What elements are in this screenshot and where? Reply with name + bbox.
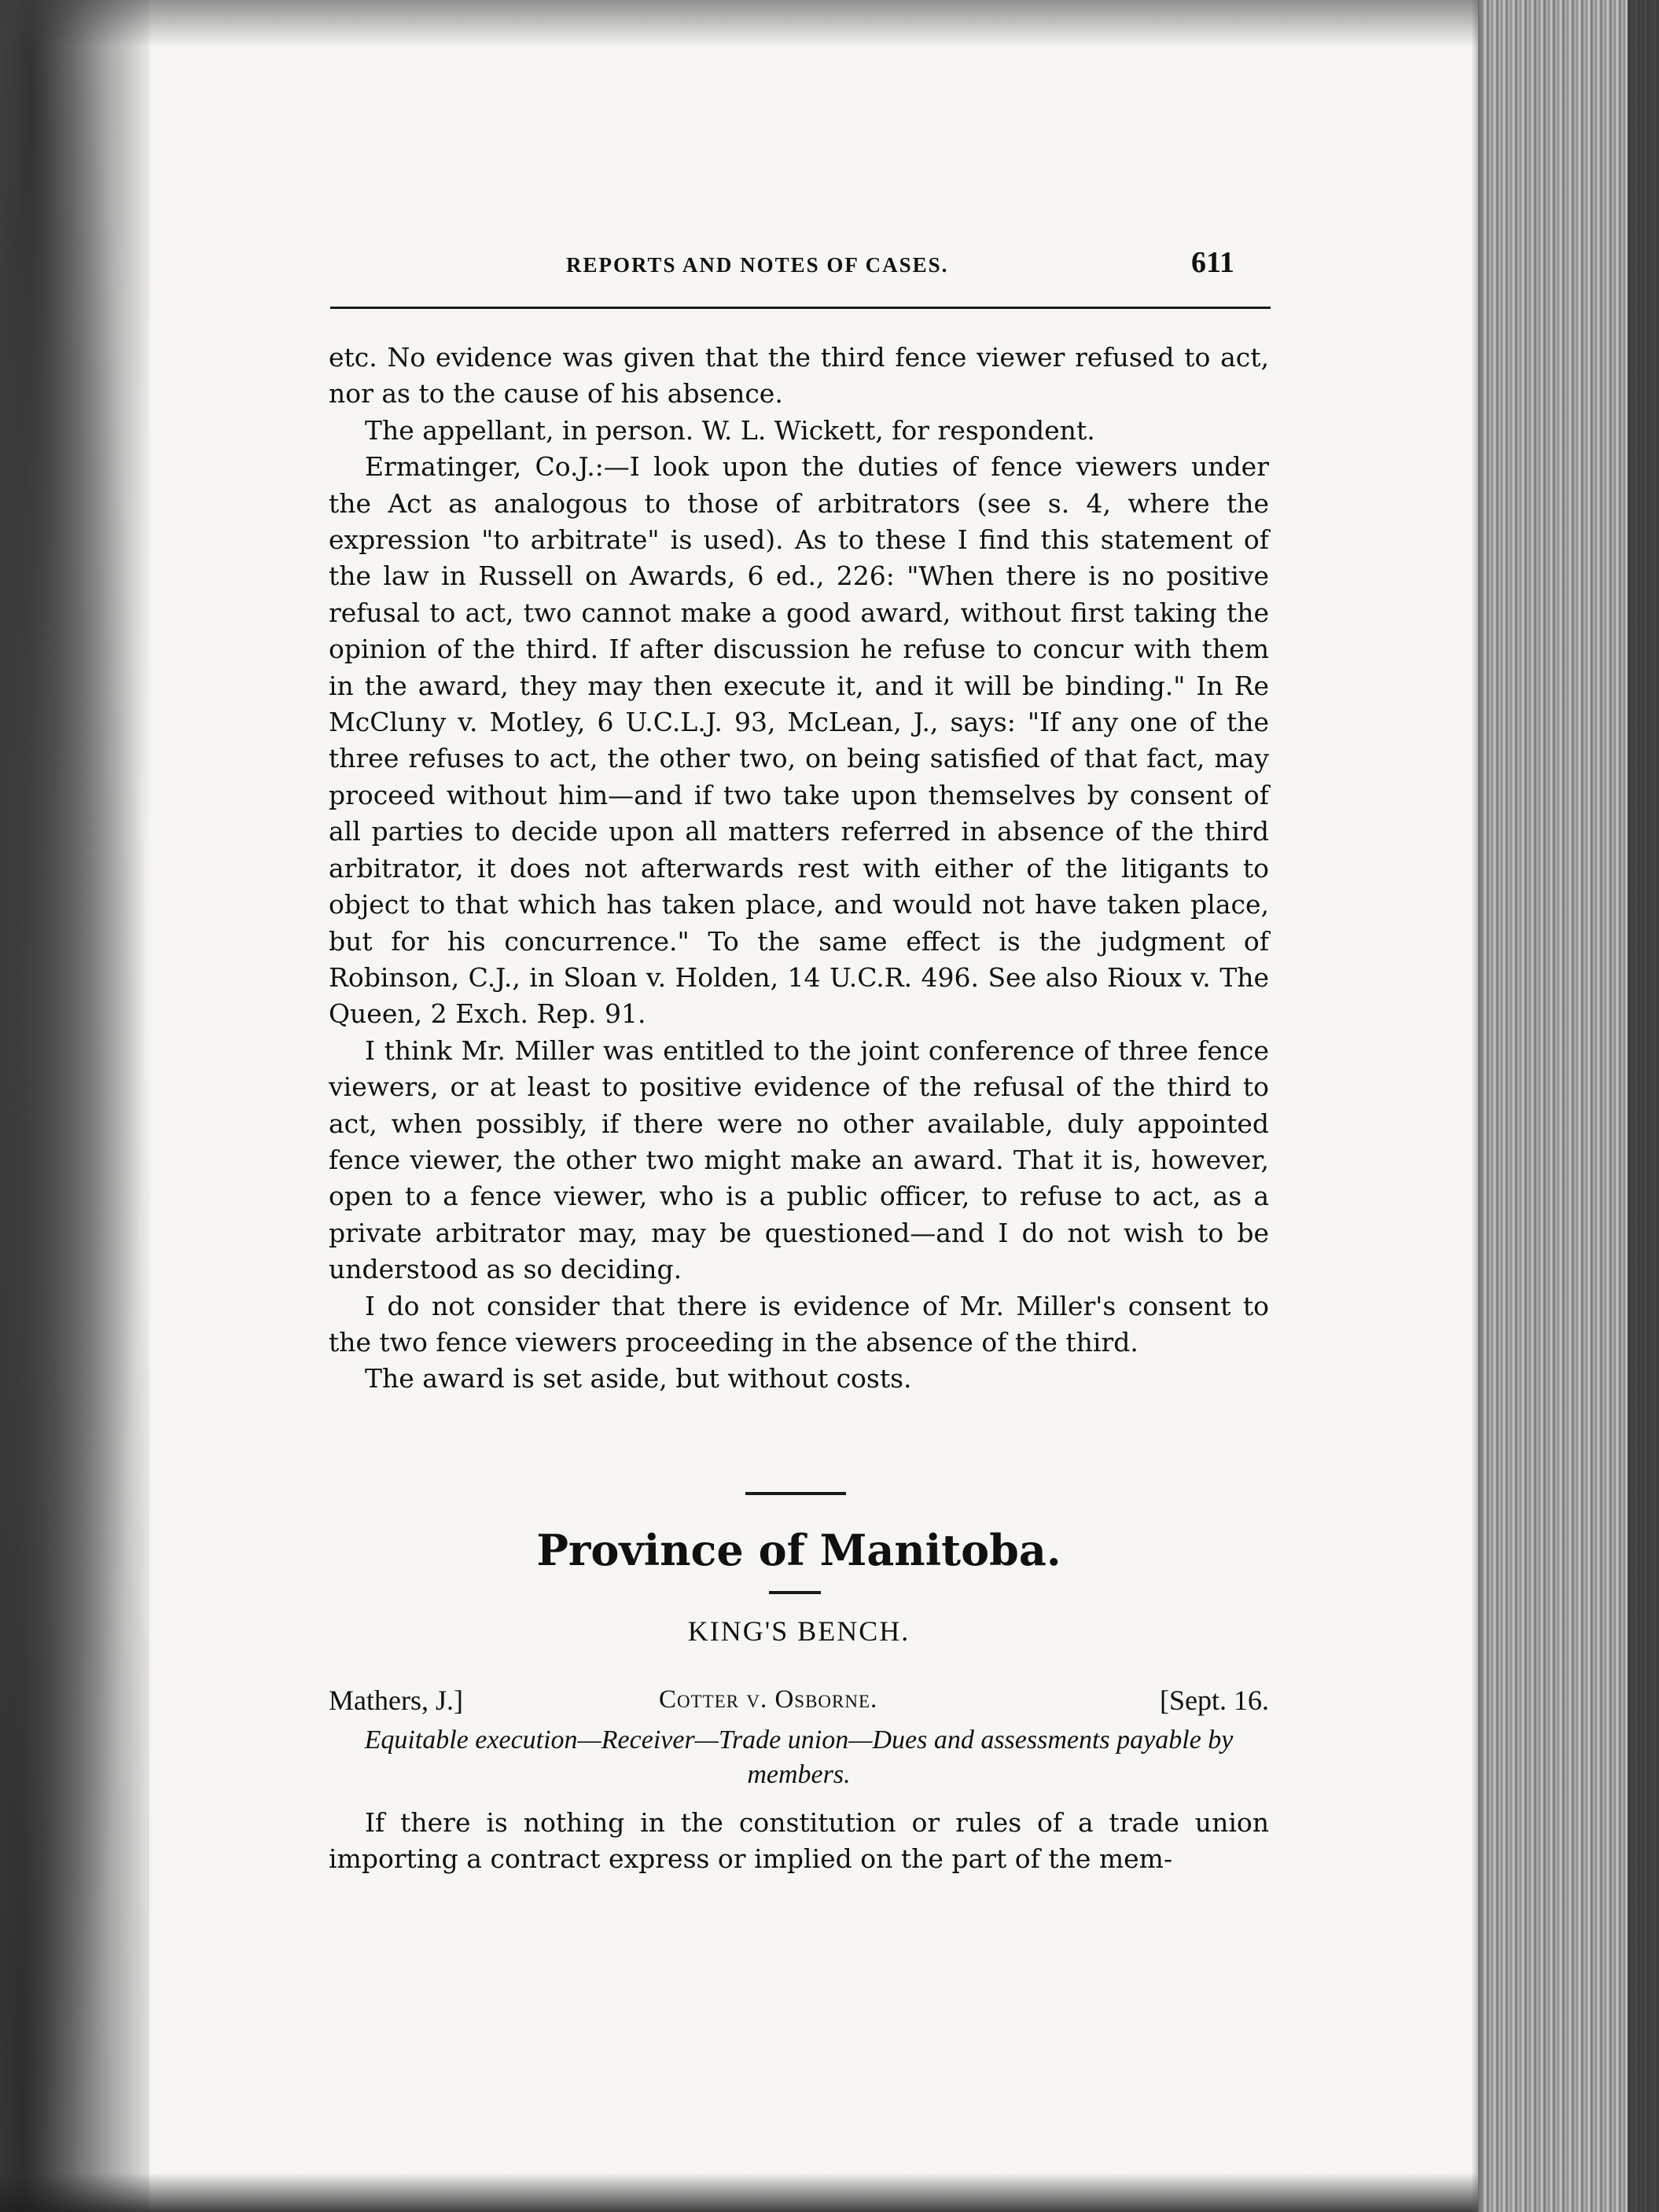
province-title: Province of Manitoba.	[536, 1525, 1061, 1575]
scan-edge-right	[1471, 0, 1482, 2212]
paragraph: If there is nothing in the constitution or rules of a trade union importing a contract express or implied on the part of the mem-	[329, 1807, 1269, 1875]
scan-shadow-bottom	[0, 2173, 1659, 2212]
page-number: 611	[1191, 246, 1234, 279]
paragraph: I do not consider that there is evidence of Mr. Miller's consent to the two fence viewers proceeding in the absence of the third.	[329, 1290, 1269, 1358]
case-date: [Sept. 16.	[1160, 1685, 1269, 1716]
final-paragraph-block	[329, 1805, 1269, 1878]
paragraph: The award is set aside, but without costs.	[365, 1363, 912, 1394]
court-name: KING'S BENCH.	[687, 1615, 910, 1647]
header-rule	[330, 307, 1271, 309]
case-judge: Mathers, J.]	[329, 1685, 463, 1716]
paragraph: Ermatinger, Co.J.:—I look upon the duties of fence viewers under the Act as analogous to those of arbitrators (see s. 4, where the expression "to arbitrate" is used). As to these I find this statement of the law in Russell on Awards, 6 ed., 226: "When there is no positive refusal to act, two cannot make a good award, without first taking the opinion of the third. If after discussion he refuse to concur with them in the award, they may then execute it, and it will be binding." In Re McCluny v. Motley, 6 U.C.L.J. 93, McLean, J., says: "If any one of the three refuses to act, the other two, on being satisfied of that fact, may proceed without him—and if two take upon themselves by consent of all parties to decide upon all matters referred in absence of the third arbitrator, it does not afterwards rest with either of the litigants to object to that which has taken place, and would not have taken place, but for his concurrence." To the same effect is the judgment of Robinson, C.J., in Sloan v. Holden, 14 U.C.R. 496. See also Rioux v. The Queen, 2 Exch. Rep. 91.	[329, 451, 1269, 1030]
scan-border-right	[1628, 0, 1659, 2212]
paragraph: The appellant, in person. W. L. Wickett, for respondent.	[365, 414, 1095, 446]
running-head: REPORTS AND NOTES OF CASES.	[566, 253, 949, 277]
title-divider	[769, 1591, 821, 1594]
scan-shadow-top	[0, 0, 1659, 47]
paragraph: etc. No evidence was given that the third fence viewer refused to act, nor as to the cause of his absence.	[329, 342, 1269, 410]
section-divider	[745, 1492, 846, 1495]
paragraph: I think Mr. Miller was entitled to the joint conference of three fence viewers, or at least to positive evidence of the refusal of the third to act, when possibly, if there were no other available, duly appointed fence viewer, the other two might make an award. That it is, however, open to a fence viewer, who is a public officer, to refuse to act, as a private arbitrator may, may be questioned—and I do not wish to be understood as so deciding.	[329, 1034, 1269, 1285]
case-name: Cotter v. Osborne.	[659, 1685, 878, 1714]
body-text	[329, 340, 1269, 1398]
headnote: Equitable execution—Receiver—Trade union—Dues and assessments payable by members.	[364, 1725, 1234, 1789]
case-line	[329, 1684, 1269, 1721]
scan-smudge-left	[0, 0, 149, 2212]
